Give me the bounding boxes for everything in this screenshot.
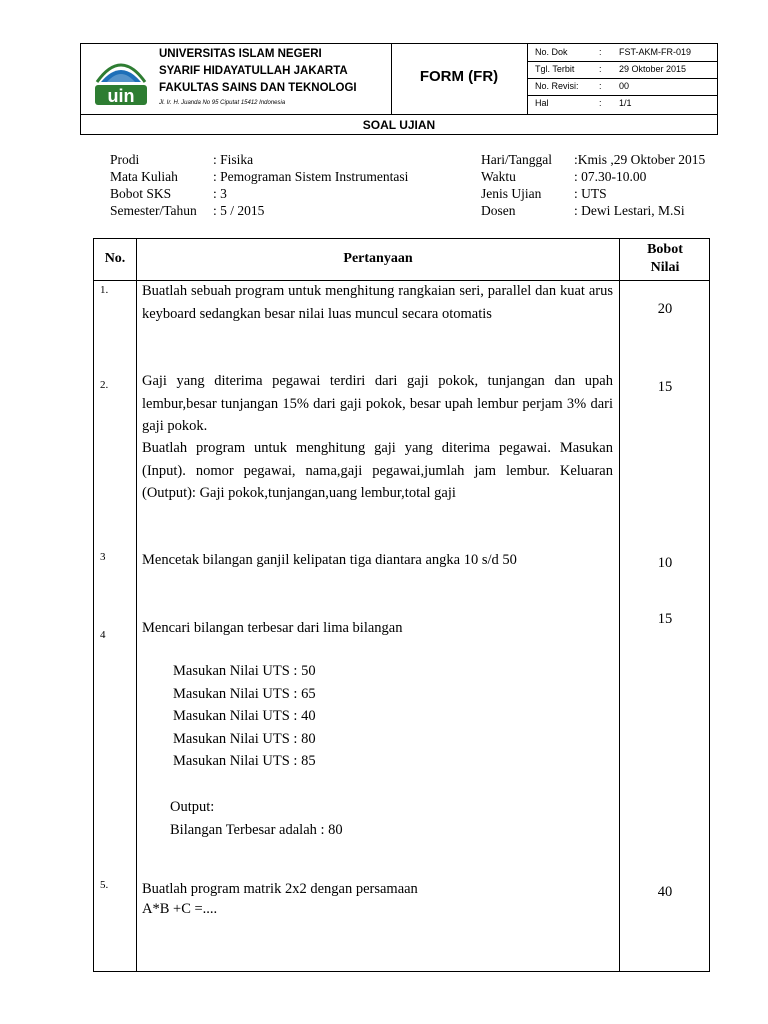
info-label: Dosen xyxy=(481,203,516,218)
info-label: Hari/Tanggal xyxy=(481,152,553,167)
info-label: Prodi xyxy=(110,152,140,167)
form-header xyxy=(80,43,718,135)
meta-row xyxy=(527,44,717,62)
course-info xyxy=(110,151,470,221)
university-line: UNIVERSITAS ISLAM NEGERI xyxy=(159,48,322,60)
logo-text: uin xyxy=(107,86,135,106)
output-label: Output: xyxy=(170,799,215,815)
info-label: Semester/Tahun xyxy=(110,203,197,218)
sample-input-line: Masukan Nilai UTS : 65 xyxy=(173,685,316,702)
question-number: 3 xyxy=(100,551,106,563)
info-label: Mata Kuliah xyxy=(110,169,178,184)
column-header-question: Pertanyaan xyxy=(343,251,413,266)
exam-info xyxy=(481,151,731,221)
sample-input-line: Masukan Nilai UTS : 85 xyxy=(173,753,316,770)
column-divider xyxy=(619,239,620,971)
question-weight: 15 xyxy=(657,611,673,627)
question-number: 1. xyxy=(100,284,109,296)
faculty-line: FAKULTAS SAINS DAN TEKNOLOGI xyxy=(159,82,357,94)
question-text: Buatlah program matrik 2x2 dengan persamaan xyxy=(142,881,418,897)
info-value: : Fisika xyxy=(213,152,254,167)
question-number: 5. xyxy=(100,879,109,891)
meta-key: Hal xyxy=(535,98,549,108)
info-label: Bobot SKS xyxy=(110,186,172,201)
weight-header-line: Bobot xyxy=(647,242,683,257)
question-weight: 10 xyxy=(657,555,673,571)
info-value: : 5 / 2015 xyxy=(213,203,265,218)
sample-input-line: Masukan Nilai UTS : 50 xyxy=(173,663,316,679)
document-meta xyxy=(527,44,717,114)
info-value: : 07.30-10.00 xyxy=(574,169,647,184)
meta-row xyxy=(527,95,717,112)
weight-header-line: Nilai xyxy=(650,260,680,275)
meta-row xyxy=(527,61,717,79)
university-address: Jl. Ir. H. Juanda No 95 Ciputat 15412 Indonesia xyxy=(159,100,286,106)
info-value: : UTS xyxy=(574,186,607,201)
column-header-no: No. xyxy=(104,251,126,266)
header-top-row xyxy=(81,44,717,115)
meta-key: Tgl. Terbit xyxy=(535,64,575,74)
meta-value: 29 Oktober 2015 xyxy=(619,64,687,74)
question-formula: A*B +C =.... xyxy=(142,901,218,917)
info-value: : 3 xyxy=(213,186,227,201)
meta-key: No. Dok xyxy=(535,47,568,57)
question-text-continued: Buatlah program untuk menghitung gaji yang diterima pegawai. Masukan (Input). nomor pegawai, nama,gaji pegawai,jumlah jam lembur. Keluaran (Output): Gaji pokok,tunjangan,uang lembur,total gaji xyxy=(142,440,613,501)
question-number: 4 xyxy=(100,629,106,641)
question-weight: 40 xyxy=(657,884,673,900)
question-text: Buatlah sebuah program untuk menghitung rangkaian seri, parallel dan kuat arus keyboard sedangkan besar nilai luas muncul secara otomatis xyxy=(142,283,613,322)
info-value: :Kmis ,29 Oktober 2015 xyxy=(574,152,706,167)
question-number: 2. xyxy=(100,379,109,391)
meta-key: No. Revisi: xyxy=(535,81,579,91)
info-value: : Dewi Lestari, M.Si xyxy=(574,203,685,218)
column-header-weight xyxy=(620,241,710,277)
form-title-cell xyxy=(391,44,528,114)
question-text: Mencari bilangan terbesar dari lima bilangan xyxy=(142,620,403,636)
university-line: SYARIF HIDAYATULLAH JAKARTA xyxy=(159,65,348,77)
meta-value: 1/1 xyxy=(619,98,632,108)
question-weight: 15 xyxy=(657,379,673,395)
meta-colon: : xyxy=(599,98,602,108)
sample-inputs xyxy=(173,660,316,773)
meta-value: 00 xyxy=(619,81,630,91)
meta-colon: : xyxy=(599,47,602,57)
question-weight: 20 xyxy=(657,301,673,317)
meta-value: FST-AKM-FR-019 xyxy=(619,47,692,57)
sample-input-line: Masukan Nilai UTS : 40 xyxy=(173,708,316,725)
info-label: Jenis Ujian xyxy=(481,186,542,201)
uin-logo-icon xyxy=(91,52,151,108)
question-text: Gaji yang diterima pegawai terdiri dari gaji pokok, tunjangan dan upah lembur,besar tunjangan 15% dari gaji pokok, besar upah lembur perjam 3% dari gaji pokok. xyxy=(142,373,613,434)
university-name xyxy=(159,46,357,97)
form-title: FORM (FR) xyxy=(419,68,499,85)
questions-table xyxy=(93,238,710,972)
meta-colon: : xyxy=(599,81,602,91)
meta-colon: : xyxy=(599,64,602,74)
question-text: Mencetak bilangan ganjil kelipatan tiga diantara angka 10 s/d 50 xyxy=(142,552,517,568)
info-label: Waktu xyxy=(481,169,516,184)
sample-input-line: Masukan Nilai UTS : 80 xyxy=(173,730,316,747)
info-value: : Pemograman Sistem Instrumentasi xyxy=(213,169,409,184)
output-value: Bilangan Terbesar adalah : 80 xyxy=(170,822,343,838)
institution-cell xyxy=(81,44,392,114)
column-divider xyxy=(136,239,137,971)
exam-subtitle: SOAL UJIAN xyxy=(362,118,436,132)
meta-row xyxy=(527,78,717,96)
